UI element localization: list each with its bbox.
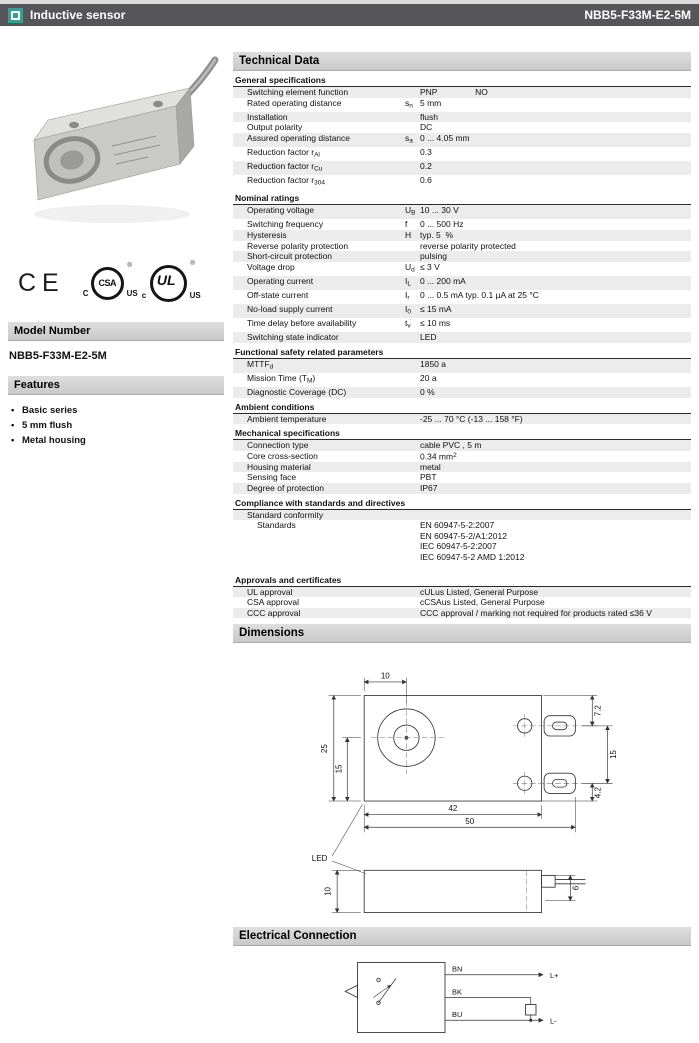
spec-row bbox=[233, 332, 691, 343]
spec-value: EN 60947-5-2:2007 EN 60947-5-2/A1:2012 IEC 60947-5-2:2007 IEC 60947-5-2 AMD 1:2012 bbox=[420, 520, 525, 562]
wire-bn-label: BN bbox=[452, 965, 463, 975]
spec-value: 10 ... 30 V bbox=[420, 205, 459, 216]
spec-label: Ambient temperature bbox=[247, 413, 327, 424]
spec-value: PBT bbox=[420, 472, 437, 483]
spec-value: ≤ 10 ms bbox=[420, 318, 451, 329]
left-column bbox=[8, 52, 224, 1043]
side-view bbox=[323, 871, 585, 913]
header-bar bbox=[0, 4, 699, 26]
spec-symbol: f bbox=[405, 219, 408, 230]
spec-value: ≤ 15 mA bbox=[420, 304, 452, 314]
spec-value: 0.3 bbox=[420, 146, 432, 157]
spec-row bbox=[233, 304, 691, 318]
spec-symbol: $s_n$ bbox=[405, 97, 413, 110]
spec-row bbox=[233, 472, 691, 483]
spec-label: CCC approval bbox=[247, 607, 301, 618]
spec-row bbox=[233, 175, 691, 189]
spec-value: reverse polarity protected bbox=[420, 240, 516, 251]
spec-row bbox=[233, 318, 691, 332]
page-content bbox=[0, 26, 699, 1043]
spec-row bbox=[233, 205, 691, 219]
spec-value: PNP NO bbox=[420, 87, 488, 97]
csa-mark-icon: CSA C US ® bbox=[82, 262, 138, 298]
spec-label: $MTTF_d$ bbox=[247, 358, 274, 371]
spec-value: DC bbox=[420, 122, 433, 133]
spec-label: Standard conformity bbox=[247, 509, 324, 520]
spec-row bbox=[233, 373, 691, 387]
spec-value: 0 ... 0.5 mA typ. 0.1 µA at 25 °C bbox=[420, 289, 539, 300]
spec-value: cCSAus Listed, General Purpose bbox=[420, 597, 545, 608]
spec-label: Output polarity bbox=[247, 122, 303, 133]
dim-top-offset: 10 bbox=[380, 671, 390, 681]
technical-data-heading: Technical Data bbox=[233, 52, 691, 71]
spec-label: No-load supply current bbox=[247, 304, 333, 314]
spec-row bbox=[233, 587, 691, 598]
feature-item: • Basic series bbox=[10, 403, 224, 418]
spec-row bbox=[233, 359, 691, 373]
spec-symbol: $U_d$ bbox=[405, 261, 415, 274]
switch-symbol bbox=[379, 979, 397, 1004]
spec-value: CCC approval / marking not required for products rated ≤36 V bbox=[420, 607, 652, 618]
spec-label: Short-circuit protection bbox=[247, 251, 333, 262]
spec-label: Off-state current bbox=[247, 289, 309, 300]
spec-label: Switching frequency bbox=[247, 219, 324, 230]
spec-label: Mission Time $(T_M)$ bbox=[247, 372, 316, 385]
spec-row bbox=[233, 387, 691, 398]
spec-value: metal bbox=[420, 461, 441, 472]
load-symbol bbox=[526, 1005, 537, 1016]
spec-row bbox=[233, 251, 691, 262]
electrical-diagram bbox=[333, 952, 691, 1043]
technical-data-table bbox=[233, 74, 691, 618]
spec-row bbox=[233, 133, 691, 147]
feature-item: • 5 mm flush bbox=[10, 418, 224, 433]
spec-row bbox=[233, 520, 691, 562]
spec-symbol: $I_r$ bbox=[405, 289, 410, 302]
spec-label: Reduction factor $r_{304}$ bbox=[247, 175, 325, 187]
spec-row bbox=[233, 112, 691, 123]
spec-label: Installation bbox=[247, 111, 288, 122]
features-heading: Features bbox=[8, 376, 224, 395]
spec-section-title: Ambient conditions bbox=[233, 401, 691, 414]
dim-face-center: 15 bbox=[334, 764, 344, 774]
front-view bbox=[364, 696, 582, 802]
page-title: Inductive sensor bbox=[30, 8, 126, 22]
spec-label: Diagnostic Coverage (DC) bbox=[247, 386, 347, 397]
spec-label: UL approval bbox=[247, 586, 293, 597]
dim-hole-bottom: 4.2 bbox=[593, 787, 603, 799]
spec-row bbox=[233, 483, 691, 494]
spec-value: pulsing bbox=[420, 251, 447, 262]
spec-label: Voltage drop bbox=[247, 261, 295, 272]
spec-row bbox=[233, 414, 691, 425]
spec-value: -25 ... 70 °C (-13 ... 158 °F) bbox=[420, 413, 523, 424]
spec-row bbox=[233, 451, 691, 462]
dim-hole-pitch: 15 bbox=[608, 750, 618, 760]
spec-symbol: $s_a$ bbox=[405, 132, 413, 145]
spec-row bbox=[233, 510, 691, 521]
spec-label: Reverse polarity protection bbox=[247, 240, 349, 251]
spec-value: 0 ... 4.05 mm bbox=[420, 132, 470, 143]
spec-label: Hysteresis bbox=[247, 229, 287, 240]
spec-label: Connection type bbox=[247, 440, 309, 451]
spec-value: 0.2 bbox=[420, 161, 432, 172]
spec-section-title: General specifications bbox=[233, 74, 691, 87]
spec-label: Operating current bbox=[247, 275, 314, 286]
spec-label: Sensing face bbox=[247, 472, 297, 483]
csa-mark-label: CSA bbox=[98, 278, 116, 288]
spec-label: Switching state indicator bbox=[247, 332, 339, 343]
spec-label: Switching element function bbox=[247, 87, 349, 97]
spec-section-title: Functional safety related parameters bbox=[233, 346, 691, 359]
model-number-heading: Model Number bbox=[8, 322, 224, 341]
spec-row bbox=[233, 440, 691, 451]
spec-symbol: $I_0$ bbox=[405, 304, 411, 316]
spec-row bbox=[233, 608, 691, 619]
spec-label: Reduction factor $r_{Al}$ bbox=[247, 146, 320, 159]
spec-value: flush bbox=[420, 111, 438, 122]
terminal-lminus-label: L- bbox=[550, 1016, 557, 1026]
ce-mark-icon: CE bbox=[18, 268, 65, 297]
spec-label: Degree of protection bbox=[247, 483, 325, 494]
spec-label: Standards bbox=[257, 520, 296, 531]
sensor-screw-hole bbox=[153, 101, 163, 107]
spec-value: 0 % bbox=[420, 386, 435, 397]
spec-value: 0.34 $mm^2$ bbox=[420, 451, 457, 462]
model-number: NBB5-F33M-E2-5M bbox=[9, 350, 107, 362]
spec-section-title: Nominal ratings bbox=[233, 192, 691, 205]
spec-section-title: Compliance with standards and directives bbox=[233, 497, 691, 510]
spec-label: Rated operating distance bbox=[247, 97, 342, 108]
spec-symbol: $t_v$ bbox=[405, 318, 411, 330]
led-label: LED bbox=[311, 854, 328, 864]
cul-us-mark-icon: UL c US ® bbox=[141, 260, 201, 300]
certification-marks bbox=[18, 260, 224, 306]
spec-label: Assured operating distance bbox=[247, 132, 351, 143]
product-photo-drawing bbox=[8, 54, 224, 252]
spec-label: Core cross-section bbox=[247, 450, 318, 461]
spec-value: 1850 a bbox=[420, 358, 446, 369]
wiring bbox=[445, 965, 558, 1026]
spec-label: Reduction factor $r_{Cu}$ bbox=[247, 161, 323, 173]
spec-row bbox=[233, 262, 691, 276]
electrical-svg bbox=[333, 952, 613, 1043]
dim-side-inner: 6 bbox=[571, 886, 581, 891]
spec-value: 0.6 bbox=[420, 175, 432, 186]
spec-value: 20 a bbox=[420, 372, 437, 383]
sensing-face-symbol bbox=[345, 986, 357, 998]
spec-symbol: $I_L$ bbox=[405, 275, 411, 288]
dimensions-svg bbox=[288, 649, 660, 921]
spec-row bbox=[233, 147, 691, 161]
spec-value: typ. 5 % bbox=[420, 229, 454, 240]
dimensions-heading: Dimensions bbox=[233, 624, 691, 643]
spec-row bbox=[233, 241, 691, 252]
right-column bbox=[233, 52, 691, 1043]
wire-bu-label: BU bbox=[452, 1010, 463, 1020]
led-callout bbox=[312, 805, 366, 874]
spec-symbol: H bbox=[405, 229, 412, 240]
spec-section-title: Approvals and certificates bbox=[233, 574, 691, 587]
spec-row bbox=[233, 122, 691, 133]
spec-value: LED bbox=[420, 332, 437, 343]
spec-value: IP67 bbox=[420, 483, 438, 494]
spec-label: CSA approval bbox=[247, 597, 299, 608]
spec-value: 5 mm bbox=[420, 97, 442, 108]
spec-label: Time delay before availability bbox=[247, 318, 357, 329]
ul-mark-label: UL bbox=[156, 272, 176, 288]
wire-bk-label: BK bbox=[452, 987, 462, 997]
spec-row bbox=[233, 219, 691, 230]
dimensions-drawing bbox=[288, 649, 691, 921]
terminal-lplus-label: L+ bbox=[550, 971, 559, 981]
product-photo bbox=[8, 54, 224, 252]
spec-row bbox=[233, 276, 691, 290]
dim-hole-top: 7.2 bbox=[593, 705, 603, 717]
spec-section-title: Mechanical specifications bbox=[233, 427, 691, 440]
feature-item: • Metal housing bbox=[10, 433, 224, 448]
sensor-screw-hole bbox=[69, 122, 79, 128]
spec-row bbox=[233, 290, 691, 304]
dim-side-height: 10 bbox=[323, 887, 333, 897]
spec-row bbox=[233, 98, 691, 112]
dim-overall-length: 50 bbox=[465, 817, 475, 827]
spec-value: cable PVC , 5 m bbox=[420, 440, 482, 451]
spec-label: Operating voltage bbox=[247, 205, 315, 216]
spec-row bbox=[233, 161, 691, 175]
sensor-symbol bbox=[345, 963, 445, 1033]
header-part-number: NBB5-F33M-E2-5M bbox=[584, 8, 691, 22]
dim-height: 25 bbox=[320, 744, 330, 754]
spec-value: ≤ 3 V bbox=[420, 261, 440, 272]
spec-value: 0 ... 200 mA bbox=[420, 275, 466, 286]
spec-row bbox=[233, 462, 691, 473]
dim-body-length: 42 bbox=[448, 804, 458, 814]
spec-value: 0 ... 500 Hz bbox=[420, 219, 464, 230]
spec-symbol: $U_B$ bbox=[405, 205, 416, 217]
brand-logo-icon bbox=[8, 8, 23, 23]
spec-value: cULus Listed, General Purpose bbox=[420, 586, 539, 597]
electrical-connection-heading: Electrical Connection bbox=[233, 927, 691, 946]
features-list bbox=[10, 403, 224, 448]
spec-row bbox=[233, 230, 691, 241]
spec-label: Housing material bbox=[247, 461, 311, 472]
spec-row bbox=[233, 87, 691, 98]
spec-row bbox=[233, 597, 691, 608]
